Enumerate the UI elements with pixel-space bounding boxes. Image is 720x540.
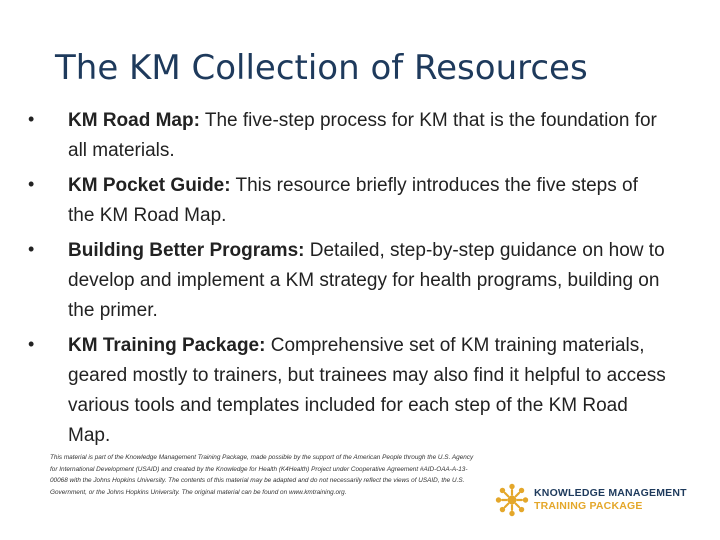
bullet-icon: • [28,334,35,354]
logo-line-knowledge-management: KNOWLEDGE MANAGEMENT [534,487,687,499]
bullet-text: Comprehensive set of KM training materials, geared mostly to trainers, but trainees may also find it helpful to access various tools and templates included for each step of the KM Road Map. [68,335,666,446]
bullet-text: The five-step process for KM that is the foundation for all materials. [68,110,657,161]
logo-line-training-package: TRAINING PACKAGE [534,500,643,512]
bullet-term: KM Road Map: [68,110,200,131]
bullet-term: KM Training Package: [68,335,266,356]
slide-title: The KM Collection of Resources [55,48,588,88]
list-item-km-road-map [28,106,668,166]
bullet-term: KM Pocket Guide: [68,175,231,196]
km-training-package-logo [494,480,694,520]
list-item-km-pocket-guide [28,171,668,231]
resource-list [28,106,668,456]
bullet-icon: • [28,109,35,129]
bullet-icon: • [28,174,35,194]
bullet-text: This resource briefly introduces the five steps of the KM Road Map. [68,175,638,226]
bullet-icon: • [28,239,35,259]
footer-disclaimer: This material is part of the Knowledge Management Training Package, made possible by the support of the American People through the U.S. Agency for International Development (USAID) and created by the Knowledge for Health (K4Health) Project under Cooperative Agreement #AID-OAA-A-13-00068 with the Johns Hopkins University. The contents of this material may be adapted and do not necessarily reflect the views of USAID, the U.S. Government, or the Johns Hopkins University. The original material can be found on www.kmtraining.org. [50,454,474,496]
list-item-building-better-programs [28,236,668,326]
bullet-text: Detailed, step-by-step guidance on how to develop and implement a KM strategy for health programs, building on the primer. [68,240,665,321]
sunburst-people-icon [494,482,530,518]
logo-text [534,487,687,513]
list-item-km-training-package [28,331,668,451]
bullet-term: Building Better Programs: [68,240,305,261]
